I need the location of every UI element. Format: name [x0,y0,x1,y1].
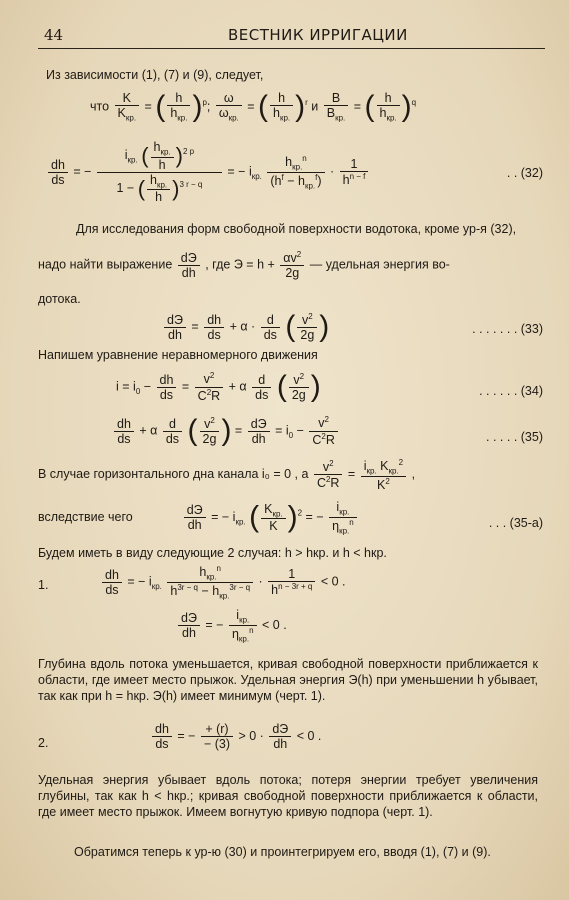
line-two-cases: Будем иметь в виду следующие 2 случая: h > hкр. и h < hкр. [38,546,387,560]
text-specific-energy: — удельная энергия во- [309,257,450,272]
line-energy-expression: надо найти выражение dЭ dh , где Э = h + $\frac{\alpha v^2}{2g}$ — удельная энергия во- [38,250,450,281]
running-header [38,24,545,49]
line-dependencies: Из зависимости (1), (7) и (9), следует, [46,68,264,82]
equation-ratios: что K $K_{кр.}$ = ( h $h_{кр.}$ )$^p$; ω $\omega_{кр.}$ = ( h $h_{кр.}$ )$^r$ и B $B_{кр.}$ = ( h $h_{кр.}$ )$^q$ [90,90,417,123]
eqnum-33: . . . . . . . (33) [472,322,543,336]
journal-title: ВЕСТНИК ИРРИГАЦИИ [228,26,408,44]
eqnum-35: . . . . . (35) [486,430,543,444]
equation-case-2: $\frac{dh}{ds}$ = − $\frac{+ (r)}{- (3)}$ > 0 · dЭ dh < 0 . [150,722,321,751]
text-therefore: вследствие чего [38,509,133,524]
line-investigation: Для исследования форм свободной поверхности водотока, кроме ур-я (32), [76,222,517,236]
paragraph-integrate: Обратимся теперь к ур-ю (30) и проинтегрируем его, вводя (1), (7) и (9). [74,845,491,859]
text-horizontal: В случае горизонтального дна канала i₀ = 0 , а [38,467,309,482]
eqnum-32: . . (32) [506,166,543,180]
equation-case-1b: dЭ dh = − $i_{кр.}$ $\eta_{кр.}^n$ < 0 . [176,608,287,643]
equation-34: $i = i_0$ − $\frac{dh}{ds}$ = $\frac{v^2}{C^2R}$ + α $\frac{d}{ds}$ ( $\frac{v^2}{2g}$ ) [116,370,321,403]
fraction-k: K $K_{кр.}$ [115,91,140,123]
equation-33: dЭ dh = $\frac{dh}{ds}$ + α · $\frac{d}{ds}$ ( $\frac{v^2}{2g}$ ) [162,310,329,344]
line-horizontal-bottom: В случае горизонтального дна канала i₀ = 0 , а $\frac{v^2}{C^2R}$ = $i_{кр.}$ $K_{кр.}^2$ $K^2$ , [38,458,416,492]
line-nonuniform: Напишем уравнение неравномерного движения [38,348,318,362]
case-1-label: 1. [38,578,49,592]
eqnum-34: . . . . . . (34) [479,384,543,398]
line-stream: дотока. [38,292,81,306]
case-2-label: 2. [38,736,49,750]
text-where: , где Э = h + [205,257,275,272]
text-find-expression: надо найти выражение [38,257,173,272]
word-that: что [90,99,110,114]
equation-35: $\frac{dh}{ds}$ + α $\frac{d}{ds}$ ( $\frac{v^2}{2g}$ ) = dЭ dh = $i_0$ − $\frac{v^2}{C^2R}$ [112,414,340,448]
paragraph-depth-decreases: Глубина вдоль потока уменьшается, кривая свободной поверхности приближается к области, где имеет место прыжок. Удельная энергия Э(h) при уменьшении h убывает, так как при h = hкр. Э(h) имеет минимум (черт. 1). [38,657,538,703]
paragraph-energy-decreases: Удельная энергия убывает вдоль потока; потеря энергии требует увеличения глубины, так как h < hкр.; кривая свободной поверхности приближается к области, где имеет место прыжок. Имеем вогнутую кривую подпора (черт. 1). [38,773,538,819]
equation-32: $\frac{dh}{ds}$ = − $i_{кр.}$ ( $h_{кр.}$ h )$^{2 p}$ 1 − ( $h_{кр.}$ h )$^{3 r - q}$ = − $i_{кр.}$ $h_{кр.}^n$ $(h^f - h_{кр.}^f)$ · $\frac{1}{h^{n - f}}$ [46,140,370,204]
eqnum-35a: . . . (35-а) [488,516,543,530]
page-number: 44 [44,26,64,44]
equation-case-1: $\frac{dh}{ds}$ = − $i_{кр.}$ $h_{кр.}^n$ $h^{3r - q} - h_{кр.}^{3r - q}$ · $\frac{1}{h^{n - 3r + q}}$ < 0 . [100,564,346,600]
equation-35a: вследствие чего dЭ dh = − $i_{кр.}$ ( $K_{кр.}$ K )$^2$ = − $i_{кр.}$ $\eta_{кр.}^n$ [38,500,359,535]
